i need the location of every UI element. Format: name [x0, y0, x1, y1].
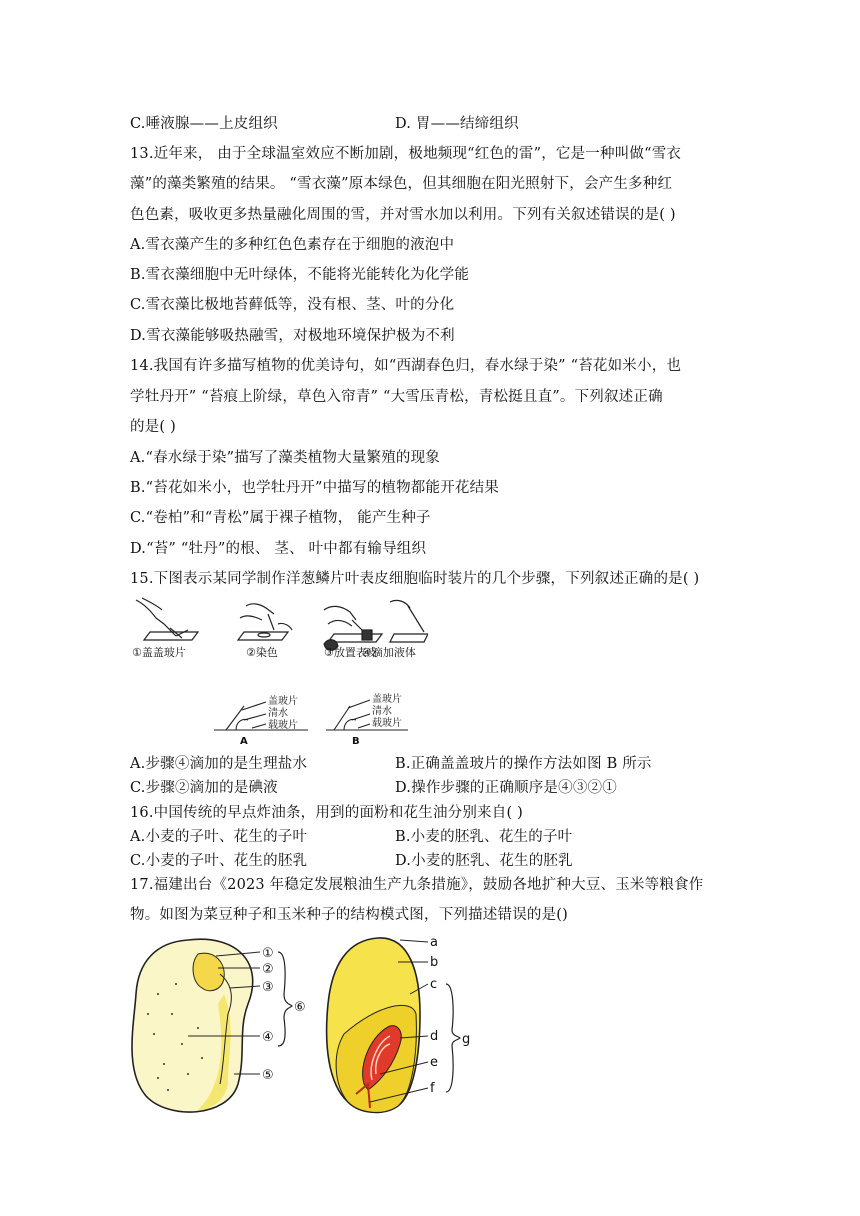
- q12-option-c: C.唾液腺——上皮组织: [130, 116, 278, 132]
- detail-a-letter: A: [240, 736, 248, 746]
- detail-b-label-water: 清水: [372, 706, 392, 717]
- q13-stem-line-2: 藻”的藻类繁殖的结果。 “雪衣藻”原本绿色，但其细胞在阳光照射下，会产生多种红: [130, 176, 673, 192]
- corn-label-a: a: [430, 935, 438, 950]
- detail-b-label-cover: 盖玻片: [372, 694, 402, 705]
- detail-a-label-water: 清水: [268, 708, 288, 719]
- step3-label: ③放置表皮: [324, 646, 378, 659]
- q17-stem-line-1: 17.福建出台《2023 年稳定发展粮油生产九条措施》，鼓励各地扩种大豆、玉米等粮食作: [130, 877, 704, 893]
- step2-label: ②染色: [246, 646, 278, 659]
- q14-option-b: B.“苔花如米小，也学牡丹开”中描写的植物都能开花结果: [130, 480, 499, 496]
- bean-label-4: ④: [262, 1030, 274, 1045]
- q15-option-a: A.步骤④滴加的是生理盐水: [130, 756, 308, 772]
- bean-label-3: ③: [262, 980, 274, 995]
- corn-label-g: g: [462, 1032, 471, 1047]
- q16-option-b: B.小麦的胚乳、花生的子叶: [395, 829, 573, 845]
- q13-option-d: D.雪衣藻能够吸热融雪，对极地环境保护极为不利: [130, 328, 455, 344]
- q13-option-b: B.雪衣藻细胞中无叶绿体，不能将光能转化为化学能: [130, 267, 470, 283]
- step1-cover-slip-drawing: [136, 598, 198, 640]
- q15-option-c: C.步骤②滴加的是碘液: [130, 780, 278, 796]
- corn-label-b: b: [430, 955, 439, 970]
- q13-stem-line-1: 13.近年来， 由于全球温室效应不断加剧，极地频现“红色的雷”，它是一种叫做“雪衣: [130, 146, 682, 162]
- q14-stem-line-3: 的是( ): [130, 419, 176, 435]
- step1-label: ①盖盖玻片: [132, 646, 186, 659]
- q12-option-d: D. 胃——结缔组织: [395, 116, 519, 132]
- q15-option-b: B.正确盖盖玻片的操作方法如图 B 所示: [395, 756, 652, 772]
- q16-option-d: D.小麦的胚乳、花生的胚乳: [395, 853, 573, 869]
- step3-place-epidermis-drawing: [324, 606, 382, 650]
- bean-label-2: ②: [262, 962, 274, 977]
- q14-stem-line-1: 14.我国有许多描写植物的优美诗句，如“西湖春色归，春水绿于染” “苔花如米小，也: [130, 358, 682, 374]
- q13-option-a: A.雪衣藻产生的多种红色色素存在于细胞的液泡中: [130, 237, 455, 253]
- q15-slide-procedure-figure: [128, 596, 428, 746]
- q15-stem: 15.下图表示某同学制作洋葱鳞片叶表皮细胞临时装片的几个步骤，下列叙述正确的是( ): [130, 571, 700, 587]
- detail-b-label-slide: 载玻片: [372, 718, 402, 729]
- step4-label: ④滴加液体: [362, 646, 416, 659]
- q14-stem-line-2: 学牡丹开” “苔痕上阶绿，草色入帘青” “大雪压青松，青松挺且直”。下列叙述正确: [130, 389, 663, 405]
- q13-stem-line-3: 色色素，吸收更多热量融化周围的雪，并对雪水加以利用。下列有关叙述错误的是( ): [130, 207, 676, 223]
- q17-stem-line-2: 物。如图为菜豆种子和玉米种子的结构模式图，下列描述错误的是(): [130, 907, 569, 923]
- bean-label-1: ①: [262, 946, 274, 961]
- q14-option-d: D.“苔” “牡丹”的根、 茎、 叶中都有输导组织: [130, 541, 427, 557]
- step4-drop-liquid-drawing: [362, 600, 428, 642]
- corn-label-e: e: [430, 1055, 438, 1070]
- q16-option-a: A.小麦的子叶、花生的子叶: [130, 829, 308, 845]
- detail-b-letter: B: [352, 736, 360, 746]
- step2-staining-drawing: [238, 604, 292, 640]
- q14-option-c: C.“卷柏”和“青松”属于裸子植物， 能产生种子: [130, 510, 431, 526]
- bean-label-6: ⑥: [294, 1000, 306, 1015]
- q16-stem: 16.中国传统的早点炸油条，用到的面粉和花生油分别来自( ): [130, 805, 523, 821]
- bean-label-5: ⑤: [262, 1068, 274, 1083]
- q14-option-a: A.“春水绿于染”描写了藻类植物大量繁殖的现象: [130, 450, 441, 466]
- corn-seed-drawing: [327, 938, 460, 1112]
- detail-a-label-slide: 载玻片: [268, 720, 298, 731]
- q17-seed-structure-figure: [128, 934, 478, 1124]
- q13-option-c: C.雪衣藻比极地苔藓低等，没有根、茎、叶的分化: [130, 297, 455, 313]
- corn-label-d: d: [430, 1029, 439, 1044]
- q15-option-d: D.操作步骤的正确顺序是④③②①: [395, 780, 617, 796]
- detail-a-label-cover: 盖玻片: [268, 696, 298, 707]
- corn-label-f: f: [430, 1081, 435, 1096]
- corn-label-c: c: [430, 977, 438, 992]
- q16-option-c: C.小麦的子叶、花生的胚乳: [130, 853, 308, 869]
